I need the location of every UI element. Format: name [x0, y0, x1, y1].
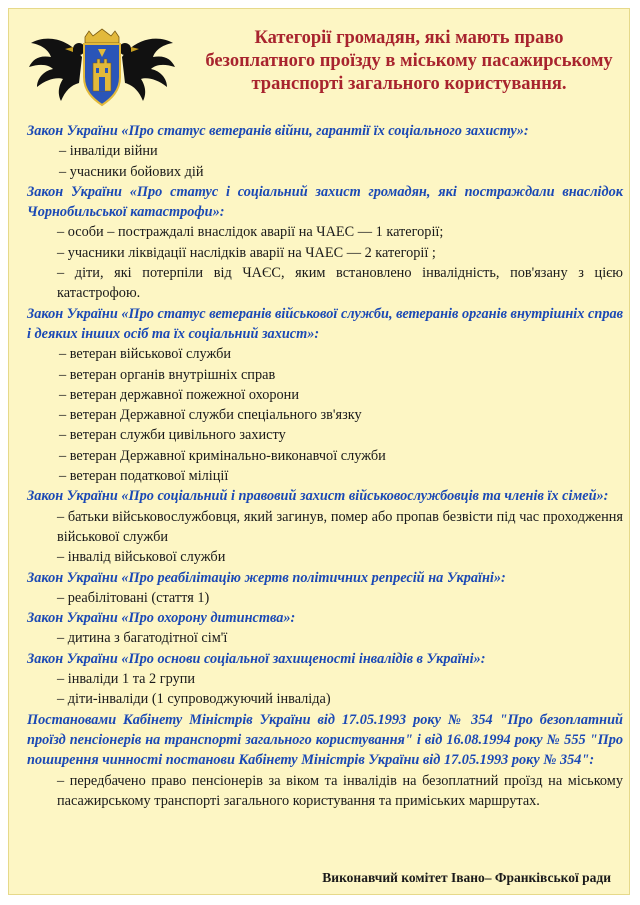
- law-title: Закон України «Про реабілітацію жертв політичних репресій на Україні»:: [27, 569, 506, 586]
- list-item: – передбачено право пенсіонерів за віком та інвалідів на безоплатний проїзд на міському пасажирському транспорті загального користування та приміських маршрутах.: [57, 772, 623, 809]
- law-title: Закон України «Про статус ветеранів війни, гарантії їх соціального захисту»:: [27, 123, 529, 139]
- poster-title: Категорії громадян, які мають право безоплатного проїзду в міському пасажирському транспорті загального користування.: [205, 28, 613, 94]
- law-title: Постановами Кабінету Міністрів України від 17.05.1993 року № 354 "Про безоплатний проїзд пенсіонерів на транспорті загального користування" і від 16.08.1994 року № 555 "Про поширення чинності постанови Кабінету Міністрів України від 17.05.1993 року № 354":: [27, 711, 623, 769]
- list-item: – інвалід військової служби: [57, 549, 226, 566]
- list-item: – батьки військовослужбовця, який загинув, помер або пропав безвісти під час проходження військової служби: [57, 508, 623, 545]
- law-title: Закон України «Про основи соціальної захищеності інвалідів в Україні»:: [27, 650, 486, 667]
- law-title: Закон України «Про статус і соціальний захист громадян, які постраждали внаслідок Чорнобильської катастрофи»:: [27, 183, 623, 221]
- section-military-service-veterans: [27, 304, 623, 487]
- list-item: – ветеран військової служби: [59, 346, 232, 363]
- law-title: Закон України «Про статус ветеранів військової служби, ветеранів органів внутрішніх справ і деяких інших осіб та їх соціальний захист»:: [27, 305, 623, 342]
- section-rehabilitation: [27, 568, 623, 609]
- list-item: – діти, які потерпіли від ЧАЄС, яким встановлено інвалідність, пов'язану з цією катастрофою.: [57, 265, 623, 302]
- poster: [8, 8, 630, 895]
- footer-signature: Виконавчий комітет Івано– Франківської ради: [322, 870, 611, 885]
- section-disabled: [27, 649, 623, 710]
- list-item: – діти-інваліди (1 супроводжуючий інваліда): [57, 691, 331, 708]
- content: [27, 121, 623, 811]
- section-childhood: [27, 608, 623, 649]
- list-item: – інваліди війни: [59, 143, 158, 160]
- section-cabinet-resolutions: [27, 710, 623, 811]
- list-item: – дитина з багатодітної сім'ї: [57, 630, 228, 647]
- list-item: – особи – постраждалі внаслідок аварії на ЧАЕС — 1 категорії;: [57, 224, 444, 241]
- list-item: – учасники бойових дій: [59, 163, 204, 180]
- list-item: – інваліди 1 та 2 групи: [57, 671, 196, 688]
- coat-of-arms-icon: [27, 27, 177, 109]
- list-item: – ветеран Державної кримінально-виконавчої служби: [59, 447, 386, 464]
- law-title: Закон України «Про охорону дитинства»:: [27, 610, 296, 627]
- list-item: – ветеран державної пожежної охорони: [59, 386, 299, 403]
- list-item: – ветеран органів внутрішніх справ: [59, 366, 276, 383]
- law-title: Закон України «Про соціальний і правовий захист військовослужбовців та членів їх сімей»:: [27, 488, 609, 505]
- list-item: – ветеран податкової міліції: [59, 468, 229, 485]
- section-servicemen: [27, 486, 623, 567]
- list-item: – ветеран Державної служби спеціального зв'язку: [59, 407, 362, 424]
- section-chornobyl: [27, 182, 623, 304]
- list-item: – ветеран служби цивільного захисту: [59, 427, 286, 444]
- section-war-veterans: [27, 121, 623, 182]
- list-item: – учасники ліквідації наслідків аварії на ЧАЕС — 2 категорії ;: [57, 244, 436, 261]
- list-item: – реабілітовані (стаття 1): [57, 589, 210, 606]
